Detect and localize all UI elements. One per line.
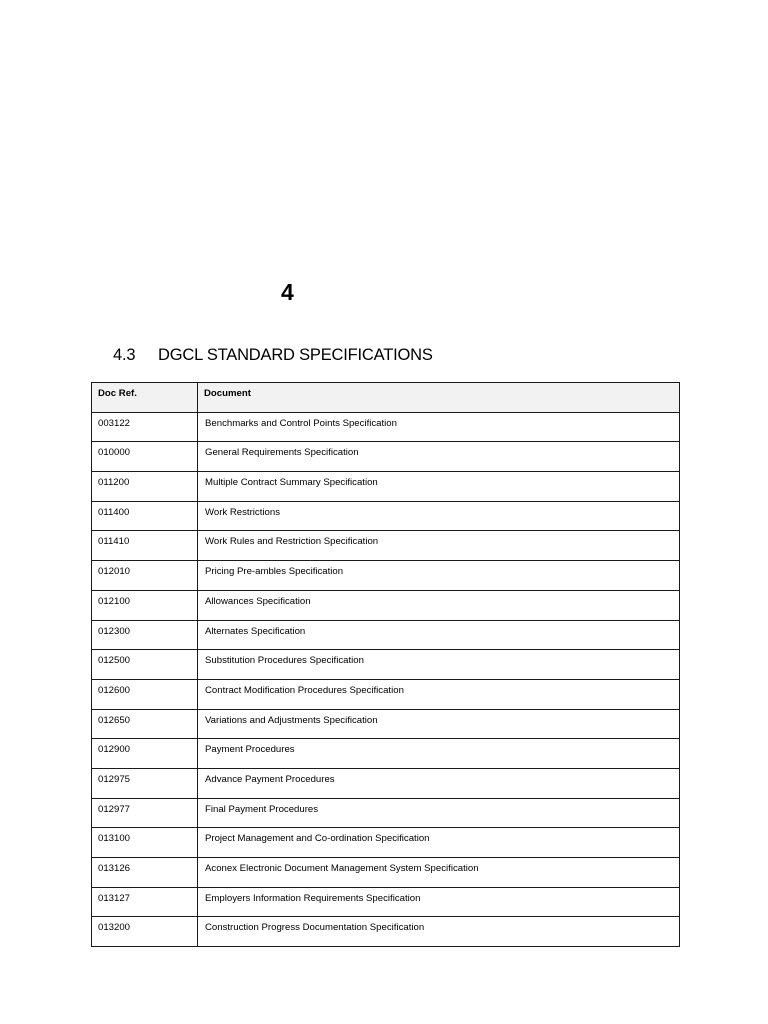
table-row [92, 501, 680, 531]
table-row [92, 679, 680, 709]
table-row [92, 442, 680, 472]
cell-doc-ref: 012975 [92, 768, 198, 798]
chapter-number: 4 [281, 279, 294, 305]
cell-document: Final Payment Procedures [198, 798, 680, 828]
cell-doc-ref: 010000 [92, 442, 198, 472]
cell-doc-ref: 011200 [92, 472, 198, 502]
cell-document: Pricing Pre-ambles Specification [198, 561, 680, 591]
cell-doc-ref: 012900 [92, 739, 198, 769]
table-row [92, 412, 680, 442]
cell-document: Work Restrictions [198, 501, 680, 531]
table-row [92, 650, 680, 680]
cell-doc-ref: 012650 [92, 709, 198, 739]
cell-document: Project Management and Co-ordination Specification [198, 828, 680, 858]
cell-doc-ref: 012600 [92, 679, 198, 709]
cell-doc-ref: 011400 [92, 501, 198, 531]
section-number: 4.3 [113, 346, 136, 364]
cell-doc-ref: 012010 [92, 561, 198, 591]
table-row [92, 917, 680, 947]
cell-doc-ref: 012500 [92, 650, 198, 680]
cell-document: Allowances Specification [198, 590, 680, 620]
table-row [92, 858, 680, 888]
table-row [92, 561, 680, 591]
cell-doc-ref: 011410 [92, 531, 198, 561]
table-row [92, 620, 680, 650]
cell-doc-ref: 013100 [92, 828, 198, 858]
table-row [92, 798, 680, 828]
table-row [92, 887, 680, 917]
cell-document: Construction Progress Documentation Specification [198, 917, 680, 947]
cell-doc-ref: 003122 [92, 412, 198, 442]
cell-document: Payment Procedures [198, 739, 680, 769]
cell-doc-ref: 013200 [92, 917, 198, 947]
cell-document: Work Rules and Restriction Specification [198, 531, 680, 561]
cell-document: Substitution Procedures Specification [198, 650, 680, 680]
table-row [92, 768, 680, 798]
cell-document: Aconex Electronic Document Management System Specification [198, 858, 680, 888]
specifications-table [91, 382, 680, 947]
cell-document: Benchmarks and Control Points Specification [198, 412, 680, 442]
table-row [92, 739, 680, 769]
cell-doc-ref: 012100 [92, 590, 198, 620]
table-row [92, 590, 680, 620]
table-header-row [92, 383, 680, 413]
header-doc-ref: Doc Ref. [92, 383, 198, 413]
cell-document: Employers Information Requirements Specification [198, 887, 680, 917]
cell-document: Contract Modification Procedures Specification [198, 679, 680, 709]
section-title: DGCL STANDARD SPECIFICATIONS [158, 346, 433, 364]
cell-doc-ref: 012300 [92, 620, 198, 650]
cell-document: Alternates Specification [198, 620, 680, 650]
cell-document: Advance Payment Procedures [198, 768, 680, 798]
table-row [92, 531, 680, 561]
section-heading [113, 344, 433, 366]
cell-doc-ref: 012977 [92, 798, 198, 828]
table-row [92, 828, 680, 858]
cell-doc-ref: 013126 [92, 858, 198, 888]
header-document: Document [198, 383, 680, 413]
cell-document: Variations and Adjustments Specification [198, 709, 680, 739]
cell-doc-ref: 013127 [92, 887, 198, 917]
table-row [92, 709, 680, 739]
cell-document: Multiple Contract Summary Specification [198, 472, 680, 502]
cell-document: General Requirements Specification [198, 442, 680, 472]
table-row [92, 472, 680, 502]
